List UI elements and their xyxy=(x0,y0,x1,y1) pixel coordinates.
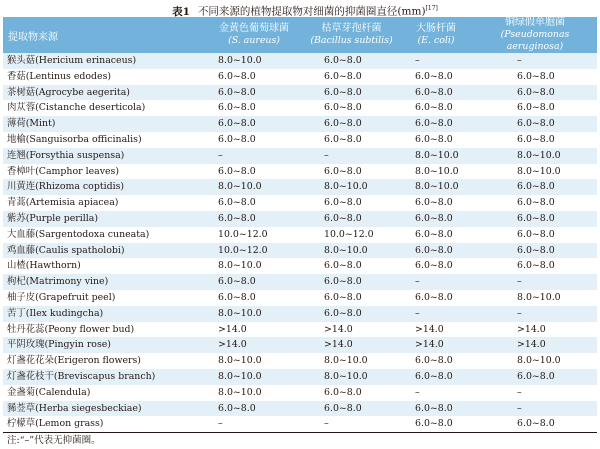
inhibition-value-cell: 8.0~10.0 xyxy=(324,181,368,193)
inhibition-value-cell: – xyxy=(517,386,522,398)
inhibition-value-cell: >14.0 xyxy=(218,323,247,335)
extract-source-cell: 枸杞(Matrimony vine) xyxy=(7,276,109,288)
extract-source-cell: 连翘(Forsythia suspensa) xyxy=(7,149,125,161)
extract-source-cell: 猴头菇(Hericium erinaceus) xyxy=(7,55,137,66)
inhibition-value-cell: >14.0 xyxy=(517,339,546,351)
inhibition-value-cell: 6.0~8.0 xyxy=(517,260,555,272)
inhibition-value-cell: 6.0~8.0 xyxy=(415,244,453,256)
inhibition-value-cell: 6.0~8.0 xyxy=(415,212,453,224)
table-header-row xyxy=(3,17,597,53)
inhibition-value-cell: 8.0~10.0 xyxy=(218,355,262,367)
inhibition-value-cell: 8.0~10.0 xyxy=(517,149,561,161)
extract-source-cell: 金盏菊(Calendula) xyxy=(7,386,91,398)
inhibition-value-cell: 6.0~8.0 xyxy=(517,244,555,256)
extract-source-cell: 柠檬草(Lemon grass) xyxy=(7,418,104,430)
inhibition-value-cell: 6.0~8.0 xyxy=(218,212,256,224)
table-body xyxy=(3,53,597,432)
extract-source-cell: 香菇(Lentinus edodes) xyxy=(7,70,112,82)
table-row xyxy=(3,195,597,211)
inhibition-value-cell: 6.0~8.0 xyxy=(218,86,256,98)
extract-source-cell: 香樟叶(Camphor leaves) xyxy=(7,165,120,177)
table-row xyxy=(3,353,597,369)
table-row xyxy=(3,385,597,401)
table-row xyxy=(3,401,597,417)
inhibition-value-cell: – xyxy=(415,307,420,319)
inhibition-value-cell: 6.0~8.0 xyxy=(517,181,555,193)
inhibition-value-cell: 6.0~8.0 xyxy=(517,197,555,209)
inhibition-value-cell: 6.0~8.0 xyxy=(324,386,362,398)
table-row xyxy=(3,243,597,259)
table-row xyxy=(3,258,597,274)
inhibition-value-cell: – xyxy=(415,55,420,66)
inhibition-value-cell: >14.0 xyxy=(324,323,353,335)
inhibition-value-cell: 8.0~10.0 xyxy=(218,307,262,319)
extract-source-cell: 青蒿(Artemisia apiacea) xyxy=(7,197,119,209)
inhibition-value-cell: 6.0~8.0 xyxy=(324,102,362,114)
inhibition-value-cell: – xyxy=(415,386,420,398)
inhibition-value-cell: 6.0~8.0 xyxy=(218,102,256,114)
extract-source-cell: 茶树菇(Agrocybe aegerita) xyxy=(7,86,130,98)
table-footnote: 注:“–”代表无抑菌圈。 xyxy=(3,432,597,449)
inhibition-value-cell: 8.0~10.0 xyxy=(218,260,262,272)
inhibition-value-cell: 6.0~8.0 xyxy=(517,418,555,430)
inhibition-value-cell: 6.0~8.0 xyxy=(517,212,555,224)
header-extract-source: 提取物来源 xyxy=(8,31,58,43)
inhibition-value-cell: 6.0~8.0 xyxy=(415,291,453,303)
inhibition-value-cell: 6.0~8.0 xyxy=(324,55,362,66)
inhibition-value-cell: 8.0~10.0 xyxy=(218,386,262,398)
extract-source-cell: 鸡血藤(Caulis spatholobi) xyxy=(7,244,125,256)
extract-source-cell: 川黄连(Rhizoma coptidis) xyxy=(7,181,125,193)
inhibition-value-cell: 6.0~8.0 xyxy=(324,402,362,414)
inhibition-value-cell: 6.0~8.0 xyxy=(324,197,362,209)
inhibition-value-cell: 6.0~8.0 xyxy=(218,276,256,288)
inhibition-value-cell: 6.0~8.0 xyxy=(218,118,256,130)
inhibition-value-cell: – xyxy=(517,55,522,66)
inhibition-value-cell: 6.0~8.0 xyxy=(415,197,453,209)
inhibition-value-cell: 8.0~10.0 xyxy=(218,370,262,382)
inhibition-value-cell: 10.0~12.0 xyxy=(218,228,268,240)
inhibition-value-cell: 6.0~8.0 xyxy=(218,70,256,82)
inhibition-value-cell: 6.0~8.0 xyxy=(517,70,555,82)
inhibition-value-cell: 6.0~8.0 xyxy=(415,370,453,382)
inhibition-value-cell: 6.0~8.0 xyxy=(218,197,256,209)
inhibition-value-cell: – xyxy=(324,149,329,161)
table-row xyxy=(3,369,597,385)
inhibition-value-cell: 6.0~8.0 xyxy=(218,133,256,145)
extract-source-cell: 灯盏花花朵(Erigeron flowers) xyxy=(7,355,141,367)
inhibition-value-cell: 6.0~8.0 xyxy=(415,228,453,240)
inhibition-value-cell: 6.0~8.0 xyxy=(517,133,555,145)
inhibition-value-cell: 10.0~12.0 xyxy=(324,228,374,240)
inhibition-value-cell: 6.0~8.0 xyxy=(517,370,555,382)
table-title: 不同来源的植物提取物对细菌的抑菌圈直径(mm) xyxy=(197,5,426,18)
inhibition-value-cell: 6.0~8.0 xyxy=(415,355,453,367)
inhibition-value-cell: – xyxy=(218,418,223,430)
inhibition-value-cell: 6.0~8.0 xyxy=(415,133,453,145)
extract-source-cell: 肉苁蓉(Cistanche deserticola) xyxy=(7,102,146,114)
extract-source-cell: 大血藤(Sargentodoxa cuneata) xyxy=(7,228,150,240)
inhibition-value-cell: 6.0~8.0 xyxy=(517,228,555,240)
inhibition-value-cell: 6.0~8.0 xyxy=(218,402,256,414)
inhibition-value-cell: 6.0~8.0 xyxy=(324,86,362,98)
inhibition-value-cell: >14.0 xyxy=(415,323,444,335)
inhibition-value-cell: 6.0~8.0 xyxy=(324,70,362,82)
inhibition-value-cell: 6.0~8.0 xyxy=(415,118,453,130)
inhibition-value-cell: >14.0 xyxy=(415,339,444,351)
inhibition-value-cell: 8.0~10.0 xyxy=(218,55,262,66)
extract-source-cell: 豨莶草(Herba siegesbeckiae) xyxy=(7,402,142,414)
inhibition-value-cell: 6.0~8.0 xyxy=(415,102,453,114)
header-pseudomonas-aeruginosa: 铜绿假单胞菌 (Pseudomonas aeruginosa) xyxy=(500,17,570,52)
inhibition-value-cell: 6.0~8.0 xyxy=(415,418,453,430)
extract-source-cell: 灯盏花枝干(Breviscapus branch) xyxy=(7,370,156,382)
reference-mark: [17] xyxy=(425,5,438,12)
inhibition-value-cell: 6.0~8.0 xyxy=(517,102,555,114)
extract-source-cell: 山楂(Hawthorn) xyxy=(7,260,81,272)
inhibition-value-cell: 10.0~12.0 xyxy=(218,244,268,256)
extract-source-cell: 牡丹花蕊(Peony flower bud) xyxy=(7,323,135,335)
table-row xyxy=(3,53,597,69)
inhibition-value-cell: – xyxy=(218,149,223,161)
inhibition-value-cell: 8.0~10.0 xyxy=(218,181,262,193)
inhibition-value-cell: 6.0~8.0 xyxy=(517,86,555,98)
header-e-coli: 大肠杆菌 (E. coli) xyxy=(416,23,456,46)
table-row xyxy=(3,322,597,338)
extract-source-cell: 平阴玫瑰(Pingyin rose) xyxy=(7,339,111,351)
extract-source-cell: 薄荷(Mint) xyxy=(7,118,56,130)
inhibition-value-cell: 6.0~8.0 xyxy=(218,291,256,303)
table-row xyxy=(3,100,597,116)
inhibition-value-cell: 8.0~10.0 xyxy=(415,149,459,161)
table-row xyxy=(3,227,597,243)
table-row xyxy=(3,148,597,164)
header-s-aureus: 金黄色葡萄球菌 (S. aureus) xyxy=(219,23,289,46)
table-row xyxy=(3,211,597,227)
inhibition-value-cell: 8.0~10.0 xyxy=(415,165,459,177)
inhibition-value-cell: 8.0~10.0 xyxy=(517,291,561,303)
inhibition-value-cell: – xyxy=(517,402,522,414)
extract-source-cell: 苦丁(Ilex kudingcha) xyxy=(7,307,104,319)
inhibition-value-cell: 8.0~10.0 xyxy=(517,355,561,367)
inhibition-value-cell: – xyxy=(517,307,522,319)
inhibition-value-cell: >14.0 xyxy=(218,339,247,351)
inhibition-value-cell: 6.0~8.0 xyxy=(415,260,453,272)
inhibition-value-cell: 6.0~8.0 xyxy=(324,165,362,177)
inhibition-value-cell: – xyxy=(517,276,522,288)
inhibition-value-cell: 6.0~8.0 xyxy=(415,402,453,414)
table-row xyxy=(3,179,597,195)
table-row xyxy=(3,116,597,132)
table-row xyxy=(3,69,597,85)
inhibition-value-cell: 8.0~10.0 xyxy=(324,355,368,367)
inhibition-value-cell: 6.0~8.0 xyxy=(324,291,362,303)
table-row xyxy=(3,274,597,290)
extract-source-cell: 紫苏(Purple perilla) xyxy=(7,212,99,224)
inhibition-value-cell: 6.0~8.0 xyxy=(517,118,555,130)
table-row xyxy=(3,416,597,432)
table-row xyxy=(3,337,597,353)
table-caption xyxy=(0,0,600,17)
inhibition-value-cell: 8.0~10.0 xyxy=(324,370,368,382)
inhibition-value-cell: >14.0 xyxy=(517,323,546,335)
inhibition-value-cell: 6.0~8.0 xyxy=(324,260,362,272)
extract-source-cell: 地榆(Sanguisorba officinalis) xyxy=(7,133,142,145)
inhibition-value-cell: 6.0~8.0 xyxy=(218,165,256,177)
inhibition-value-cell: 8.0~10.0 xyxy=(324,244,368,256)
inhibition-value-cell: 8.0~10.0 xyxy=(517,165,561,177)
inhibition-value-cell: 8.0~10.0 xyxy=(415,181,459,193)
extract-source-cell: 柚子皮(Grapefruit peel) xyxy=(7,291,116,303)
inhibition-value-cell: 6.0~8.0 xyxy=(324,118,362,130)
inhibition-value-cell: 6.0~8.0 xyxy=(324,307,362,319)
table-row xyxy=(3,306,597,322)
table-number: 表1 xyxy=(172,5,190,18)
inhibition-value-cell: – xyxy=(415,276,420,288)
inhibition-value-cell: 6.0~8.0 xyxy=(324,133,362,145)
inhibition-value-cell: 6.0~8.0 xyxy=(415,70,453,82)
inhibition-value-cell: 6.0~8.0 xyxy=(324,276,362,288)
inhibition-value-cell: 6.0~8.0 xyxy=(415,86,453,98)
table-row xyxy=(3,164,597,180)
table-row xyxy=(3,132,597,148)
inhibition-value-cell: 6.0~8.0 xyxy=(324,212,362,224)
inhibition-value-cell: >14.0 xyxy=(324,339,353,351)
inhibition-value-cell: – xyxy=(324,418,329,430)
inhibition-zone-table xyxy=(3,17,597,432)
header-bacillus-subtilis: 枯草芽孢杆菌 (Bacillus subtilis) xyxy=(310,23,393,46)
table-row xyxy=(3,85,597,101)
table-row xyxy=(3,290,597,306)
